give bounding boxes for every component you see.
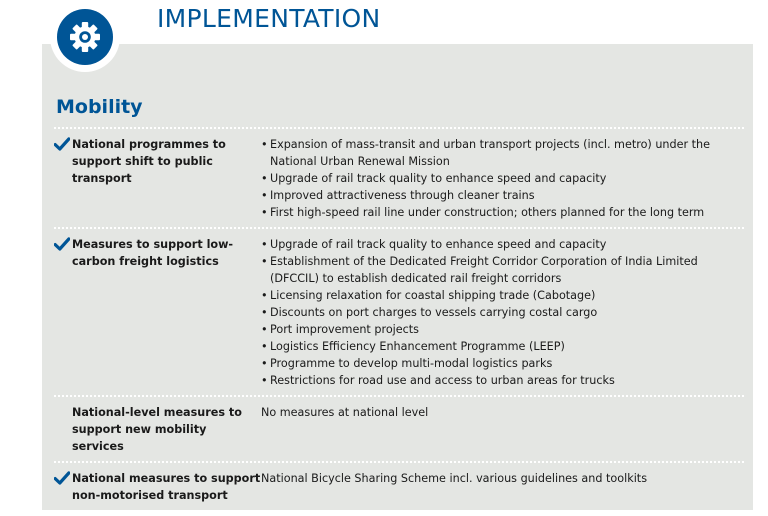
measures-table	[54, 127, 744, 512]
row-items	[261, 404, 744, 455]
section-badge	[50, 2, 120, 72]
checkmark-icon	[54, 137, 70, 151]
row-label-text: Measures to support low-carbon freight logistics	[72, 238, 234, 268]
page-title: IMPLEMENTATION	[157, 4, 381, 33]
list-item: • Logistics Efficiency Enhancement Programme (LEEP)	[261, 338, 744, 355]
list-item: • Improved attractiveness through cleaner trains	[261, 187, 744, 204]
table-row	[54, 129, 744, 229]
list-item: • Upgrade of rail track quality to enhance speed and capacity	[261, 236, 744, 253]
table-row	[54, 397, 744, 463]
checkmark-icon	[54, 471, 70, 485]
list-item: No measures at national level	[261, 406, 429, 419]
row-items	[261, 236, 744, 389]
gear-icon	[67, 19, 103, 55]
list-item: • Restrictions for road use and access to urban areas for trucks	[261, 372, 744, 389]
row-label	[54, 470, 261, 504]
row-label-text: National programmes to support shift to public transport	[72, 138, 226, 185]
row-items	[261, 470, 744, 504]
row-items	[261, 136, 744, 221]
list-item: • Establishment of the Dedicated Freight Corridor Corporation of India Limited (DFCCIL) to establish dedicated rail freight corridors	[261, 253, 744, 287]
row-label	[54, 136, 261, 221]
list-item: • Programme to develop multi-modal logistics parks	[261, 355, 744, 372]
table-row	[54, 463, 744, 512]
list-item: • Licensing relaxation for coastal shipping trade (Cabotage)	[261, 287, 744, 304]
list-item: • Upgrade of rail track quality to enhance speed and capacity	[261, 170, 744, 187]
list-item: • First high-speed rail line under construction; others planned for the long term	[261, 204, 744, 221]
list-item: • Expansion of mass-transit and urban transport projects (incl. metro) under the National Urban Renewal Mission	[261, 136, 744, 170]
section-title: Mobility	[56, 96, 143, 118]
list-item: • Discounts on port charges to vessels carrying costal cargo	[261, 304, 744, 321]
table-row	[54, 229, 744, 397]
list-item: National Bicycle Sharing Scheme incl. various guidelines and toolkits	[261, 472, 648, 485]
row-label	[54, 236, 261, 389]
row-label	[54, 404, 261, 455]
checkmark-icon	[54, 237, 70, 251]
list-item: • Port improvement projects	[261, 321, 744, 338]
row-label-text: National-level measures to support new mobility services	[72, 406, 242, 453]
row-label-text: National measures to support non-motorised transport	[72, 472, 261, 502]
badge-circle	[57, 9, 113, 65]
